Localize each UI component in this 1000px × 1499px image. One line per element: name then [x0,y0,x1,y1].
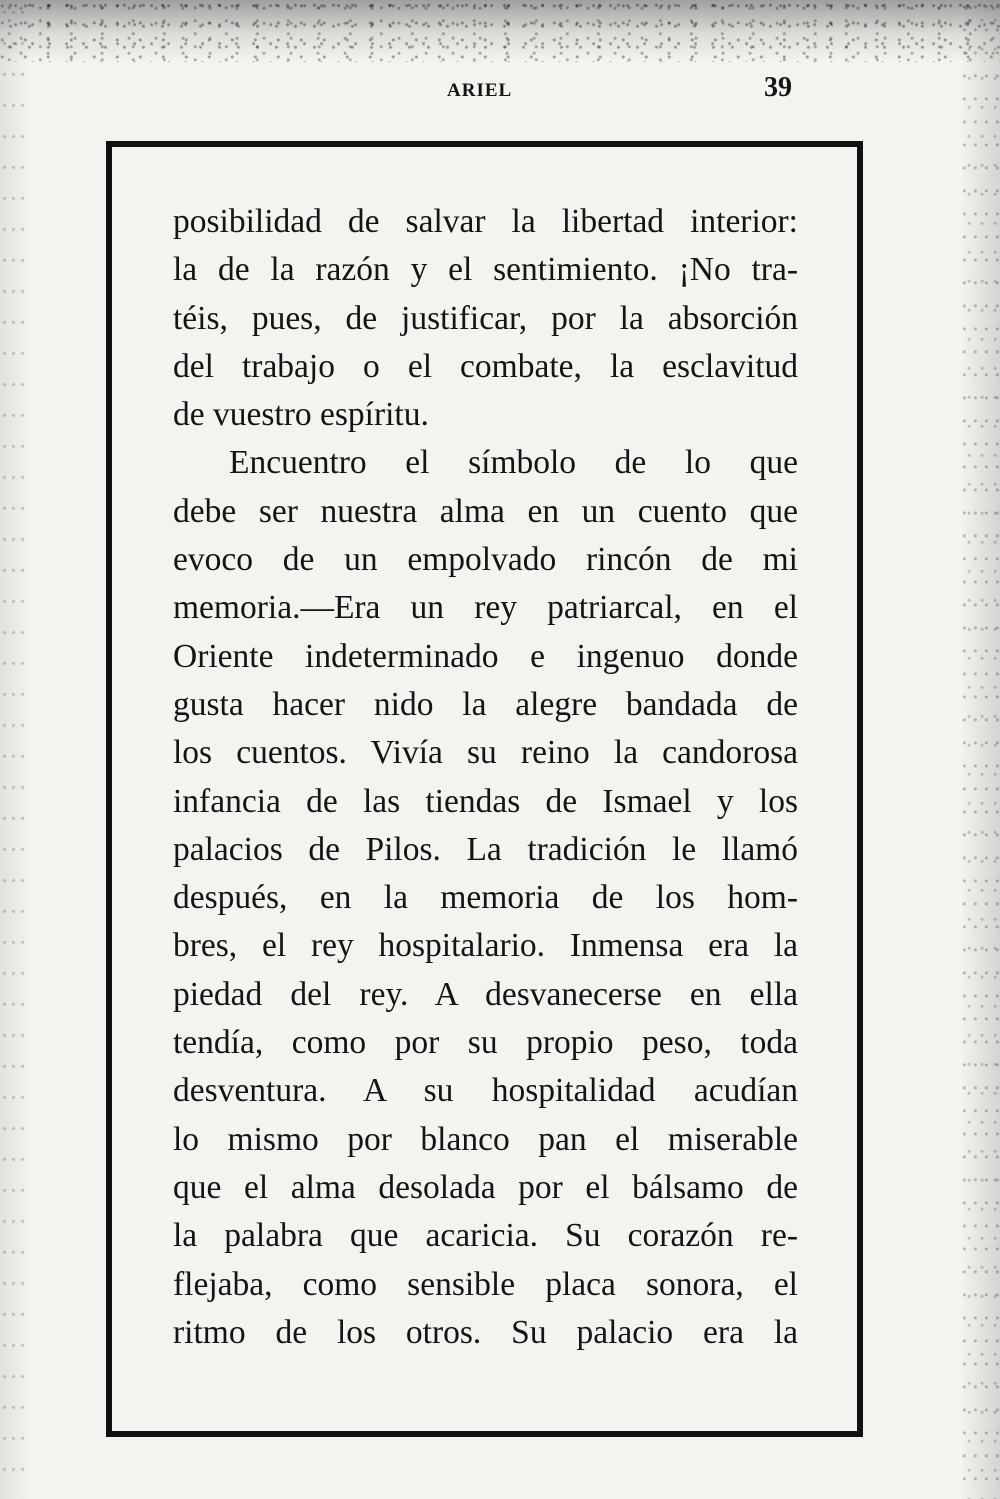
text-line: tendía, como por su propio peso, toda [173,1024,798,1062]
text-line: que el alma desolada por el bálsamo de [173,1168,798,1206]
text-line: Oriente indeterminado e ingenuo donde [173,637,798,675]
text-line: la palabra que acaricia. Su corazón re- [173,1217,798,1255]
text-line: memoria.—Era un rey patriarcal, en el [173,589,798,627]
text-line: piedad del rey. A desvanecerse en ella [173,975,798,1013]
text-line: desventura. A su hospitalidad acudían [173,1072,798,1110]
scan-edge-left [0,0,30,1499]
running-head: ARIEL [447,80,513,101]
text-line: téis, pues, de justificar, por la absorción [173,299,798,337]
text-line: palacios de Pilos. La tradición le llamó [173,830,798,868]
text-line: de vuestro espíritu. [173,396,429,434]
text-line: evoco de un empolvado rincón de mi [173,541,798,579]
scan-noise-top [0,0,1000,62]
paragraph-2 [173,439,798,1357]
paragraph-1 [173,198,798,439]
text-line: flejaba, como sensible placa sonora, el [173,1265,798,1303]
text-line: del trabajo o el combate, la esclavitud [173,347,798,385]
text-line: infancia de las tiendas de Ismael y los [173,782,798,820]
text-line: bres, el rey hospitalario. Inmensa era la [173,927,798,965]
text-line: posibilidad de salvar la libertad interior: [173,203,798,240]
scan-edge-right [960,0,1000,1499]
text-line: los cuentos. Vivía su reino la candorosa [173,734,798,772]
text-line: ritmo de los otros. Su palacio era la [173,1313,798,1351]
text-line: gusta hacer nido la alegre bandada de [173,685,798,723]
page-number: 39 [764,72,792,103]
text-line: la de la razón y el sentimiento. ¡No tra- [173,251,798,289]
text-line: lo mismo por blanco pan el miserable [173,1120,798,1158]
text-line: después, en la memoria de los hom- [173,879,798,917]
text-line: debe ser nuestra alma en un cuento que [173,492,798,530]
text-line: Encuentro el símbolo de lo que [229,444,798,482]
body-text [173,198,798,1357]
